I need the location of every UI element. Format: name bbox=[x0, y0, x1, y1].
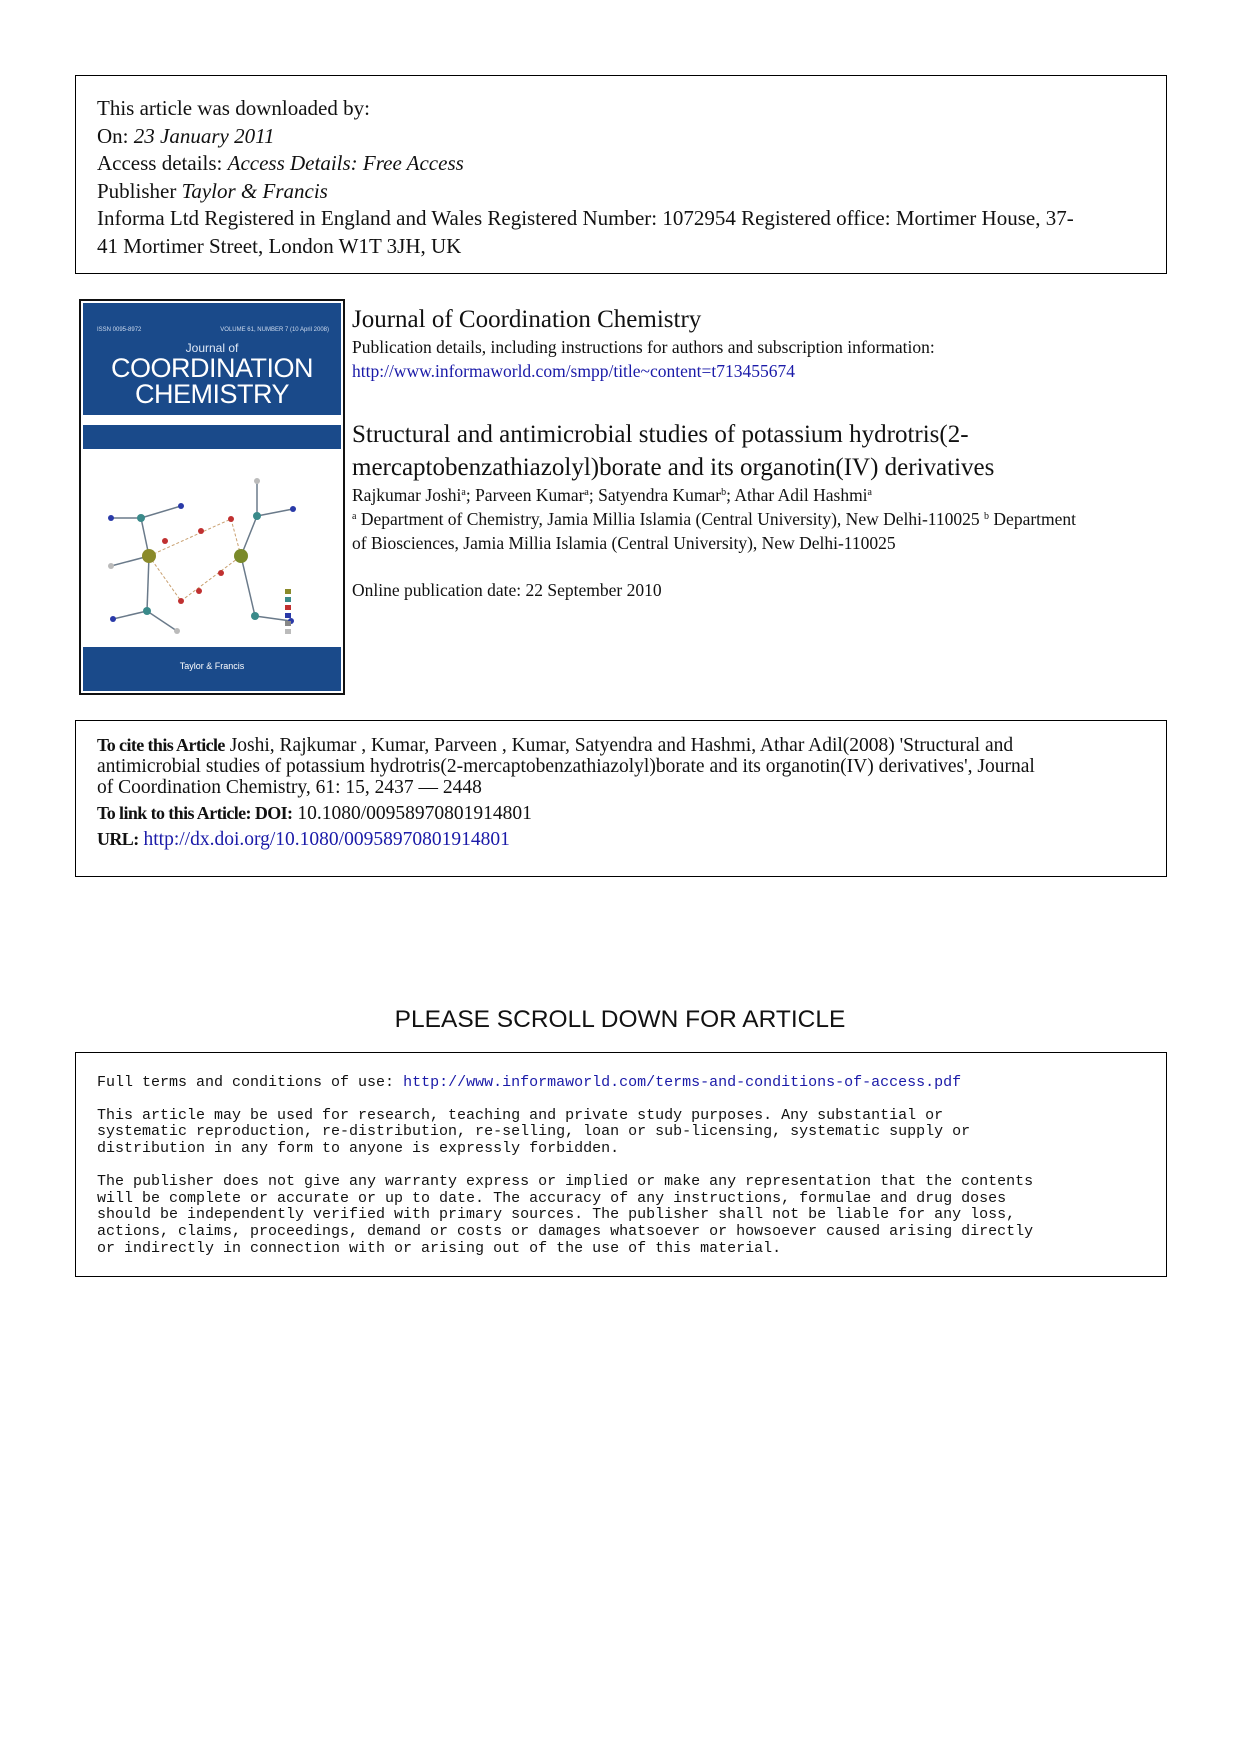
author-name: Rajkumar Joshi bbox=[352, 485, 462, 505]
author-affiliation-marker: a bbox=[461, 487, 466, 498]
citation-line-1 bbox=[97, 735, 1146, 756]
terms-para-1-line-1: This article may be used for research, teaching and private study purposes. Any substantial or bbox=[97, 1106, 944, 1124]
publisher-line bbox=[97, 178, 1146, 206]
affiliation-a-marker: a bbox=[352, 511, 357, 522]
terms-line bbox=[97, 1075, 1146, 1092]
publisher-label: Publisher bbox=[97, 178, 182, 203]
scroll-down-notice: PLEASE SCROLL DOWN FOR ARTICLE bbox=[394, 1006, 846, 1033]
terms-label: Full terms and conditions of use: bbox=[97, 1074, 404, 1091]
journal-url-link[interactable]: http://www.informaworld.com/smpp/title~content=t713455674 bbox=[352, 361, 796, 381]
doi-url-link[interactable]: http://dx.doi.org/10.1080/00958970801914801 bbox=[143, 829, 510, 850]
access-details-label: Access details: bbox=[97, 151, 228, 175]
terms-para-2-line-4: actions, claims, proceedings, demand or costs or damages whatsoever or howsoever caused arising directly bbox=[97, 1222, 1034, 1240]
cover-publisher-logo: Taylor & Francis bbox=[179, 661, 245, 671]
affiliations bbox=[352, 507, 1076, 555]
affiliation-a-text: Department of Chemistry, Jamia Millia Islamia (Central University), New Delhi-110025 bbox=[356, 509, 985, 529]
doi-row bbox=[97, 803, 1146, 824]
affiliation-line-1 bbox=[352, 507, 1076, 531]
url-label: URL: bbox=[97, 829, 139, 849]
journal-cover-image[interactable] bbox=[79, 299, 345, 695]
download-details-box bbox=[75, 75, 1167, 274]
author-separator: ; bbox=[726, 485, 735, 505]
cover-journal-of: Journal of bbox=[185, 341, 239, 355]
citation-line-2: antimicrobial studies of potassium hydrotris(2-mercaptobenzathiazolyl)borate and its organotin(IV) derivatives', Journal bbox=[97, 756, 1035, 777]
terms-para-2-line-1: The publisher does not give any warranty express or implied or make any representation that the contents bbox=[97, 1172, 1034, 1190]
citation-text-1: Joshi, Rajkumar , Kumar, Parveen , Kumar, Satyendra and Hashmi, Athar Adil(2008) 'Structural and bbox=[224, 735, 1014, 756]
affiliation-b-text-start: Department bbox=[989, 509, 1077, 529]
informa-registration-line-1: Informa Ltd Registered in England and Wales Registered Number: 1072954 Registered office: Mortimer House, 37- bbox=[97, 206, 1074, 230]
author-separator: ; bbox=[465, 485, 476, 505]
cite-label: To cite this Article bbox=[97, 735, 225, 755]
informa-registration-line-2: 41 Mortimer Street, London W1T 3JH, UK bbox=[97, 233, 462, 258]
online-publication-date: Online publication date: 22 September 2010 bbox=[352, 580, 662, 600]
citation-box bbox=[75, 720, 1167, 877]
cover-issn: ISSN 0095-8972 bbox=[97, 327, 142, 333]
publisher-value: Taylor & Francis bbox=[181, 178, 328, 203]
terms-para-1-line-3: distribution in any form to anyone is expressly forbidden. bbox=[97, 1140, 620, 1158]
terms-para-2-line-3: should be independently verified with primary sources. The publisher shall not be liable for any loss, bbox=[97, 1206, 1016, 1224]
terms-para-1-line-2: systematic reproduction, re-distribution, re-selling, loan or sub-licensing, systematic supply or bbox=[97, 1123, 971, 1141]
link-label: To link to this Article: DOI: bbox=[97, 803, 293, 823]
journal-info bbox=[352, 305, 1172, 383]
url-row bbox=[97, 829, 1146, 850]
terms-para-2-line-2: will be complete or accurate or up to date. The accuracy of any instructions, formulae and drug doses bbox=[97, 1189, 1007, 1207]
author-name: Satyendra Kumar bbox=[598, 485, 722, 505]
author-name: Parveen Kumar bbox=[475, 485, 585, 505]
access-details-value: Access Details: Free Access bbox=[227, 151, 464, 175]
terms-box bbox=[75, 1052, 1167, 1277]
article-title-line-2: mercaptobenzathiazolyl)borate and its organotin(IV) derivatives bbox=[352, 454, 995, 481]
citation-line-3: of Coordination Chemistry, 61: 15, 2437 — 2448 bbox=[97, 777, 482, 798]
doi-value: 10.1080/00958970801914801 bbox=[292, 803, 532, 824]
author-affiliation-marker: a bbox=[584, 487, 589, 498]
publication-details-text: Publication details, including instructions for authors and subscription information: bbox=[352, 337, 935, 357]
download-date-value: 23 January 2011 bbox=[133, 123, 275, 148]
author-list bbox=[352, 483, 872, 507]
author-affiliation-marker: b bbox=[721, 487, 727, 498]
affiliation-line-2: of Biosciences, Jamia Millia Islamia (Central University), New Delhi-110025 bbox=[352, 533, 896, 553]
author-affiliation-marker: a bbox=[867, 487, 872, 498]
article-title-line-1: Structural and antimicrobial studies of potassium hydrotris(2- bbox=[352, 421, 969, 448]
author-name: Athar Adil Hashmi bbox=[734, 485, 868, 505]
terms-para-2-line-5: or indirectly in connection with or arising out of the use of this material. bbox=[97, 1239, 782, 1257]
cover-volume: VOLUME 61, NUMBER 7 (10 April 2008) bbox=[220, 327, 329, 333]
cover-title-line-1: COORDINATION bbox=[111, 353, 313, 383]
journal-name: Journal of Coordination Chemistry bbox=[352, 306, 702, 333]
cover-title-line-2: CHEMISTRY bbox=[134, 379, 290, 409]
download-date-label: On: bbox=[97, 123, 134, 148]
author-separator: ; bbox=[588, 485, 599, 505]
affiliation-b-marker: b bbox=[984, 511, 990, 522]
downloaded-by-line: This article was downloaded by: bbox=[97, 96, 370, 120]
terms-url-link[interactable]: http://www.informaworld.com/terms-and-conditions-of-access.pdf bbox=[403, 1074, 962, 1091]
access-details-line bbox=[97, 150, 1146, 178]
article-title bbox=[352, 418, 1172, 484]
download-date-line bbox=[97, 123, 1146, 151]
cover-molecule-illustration bbox=[81, 301, 345, 695]
